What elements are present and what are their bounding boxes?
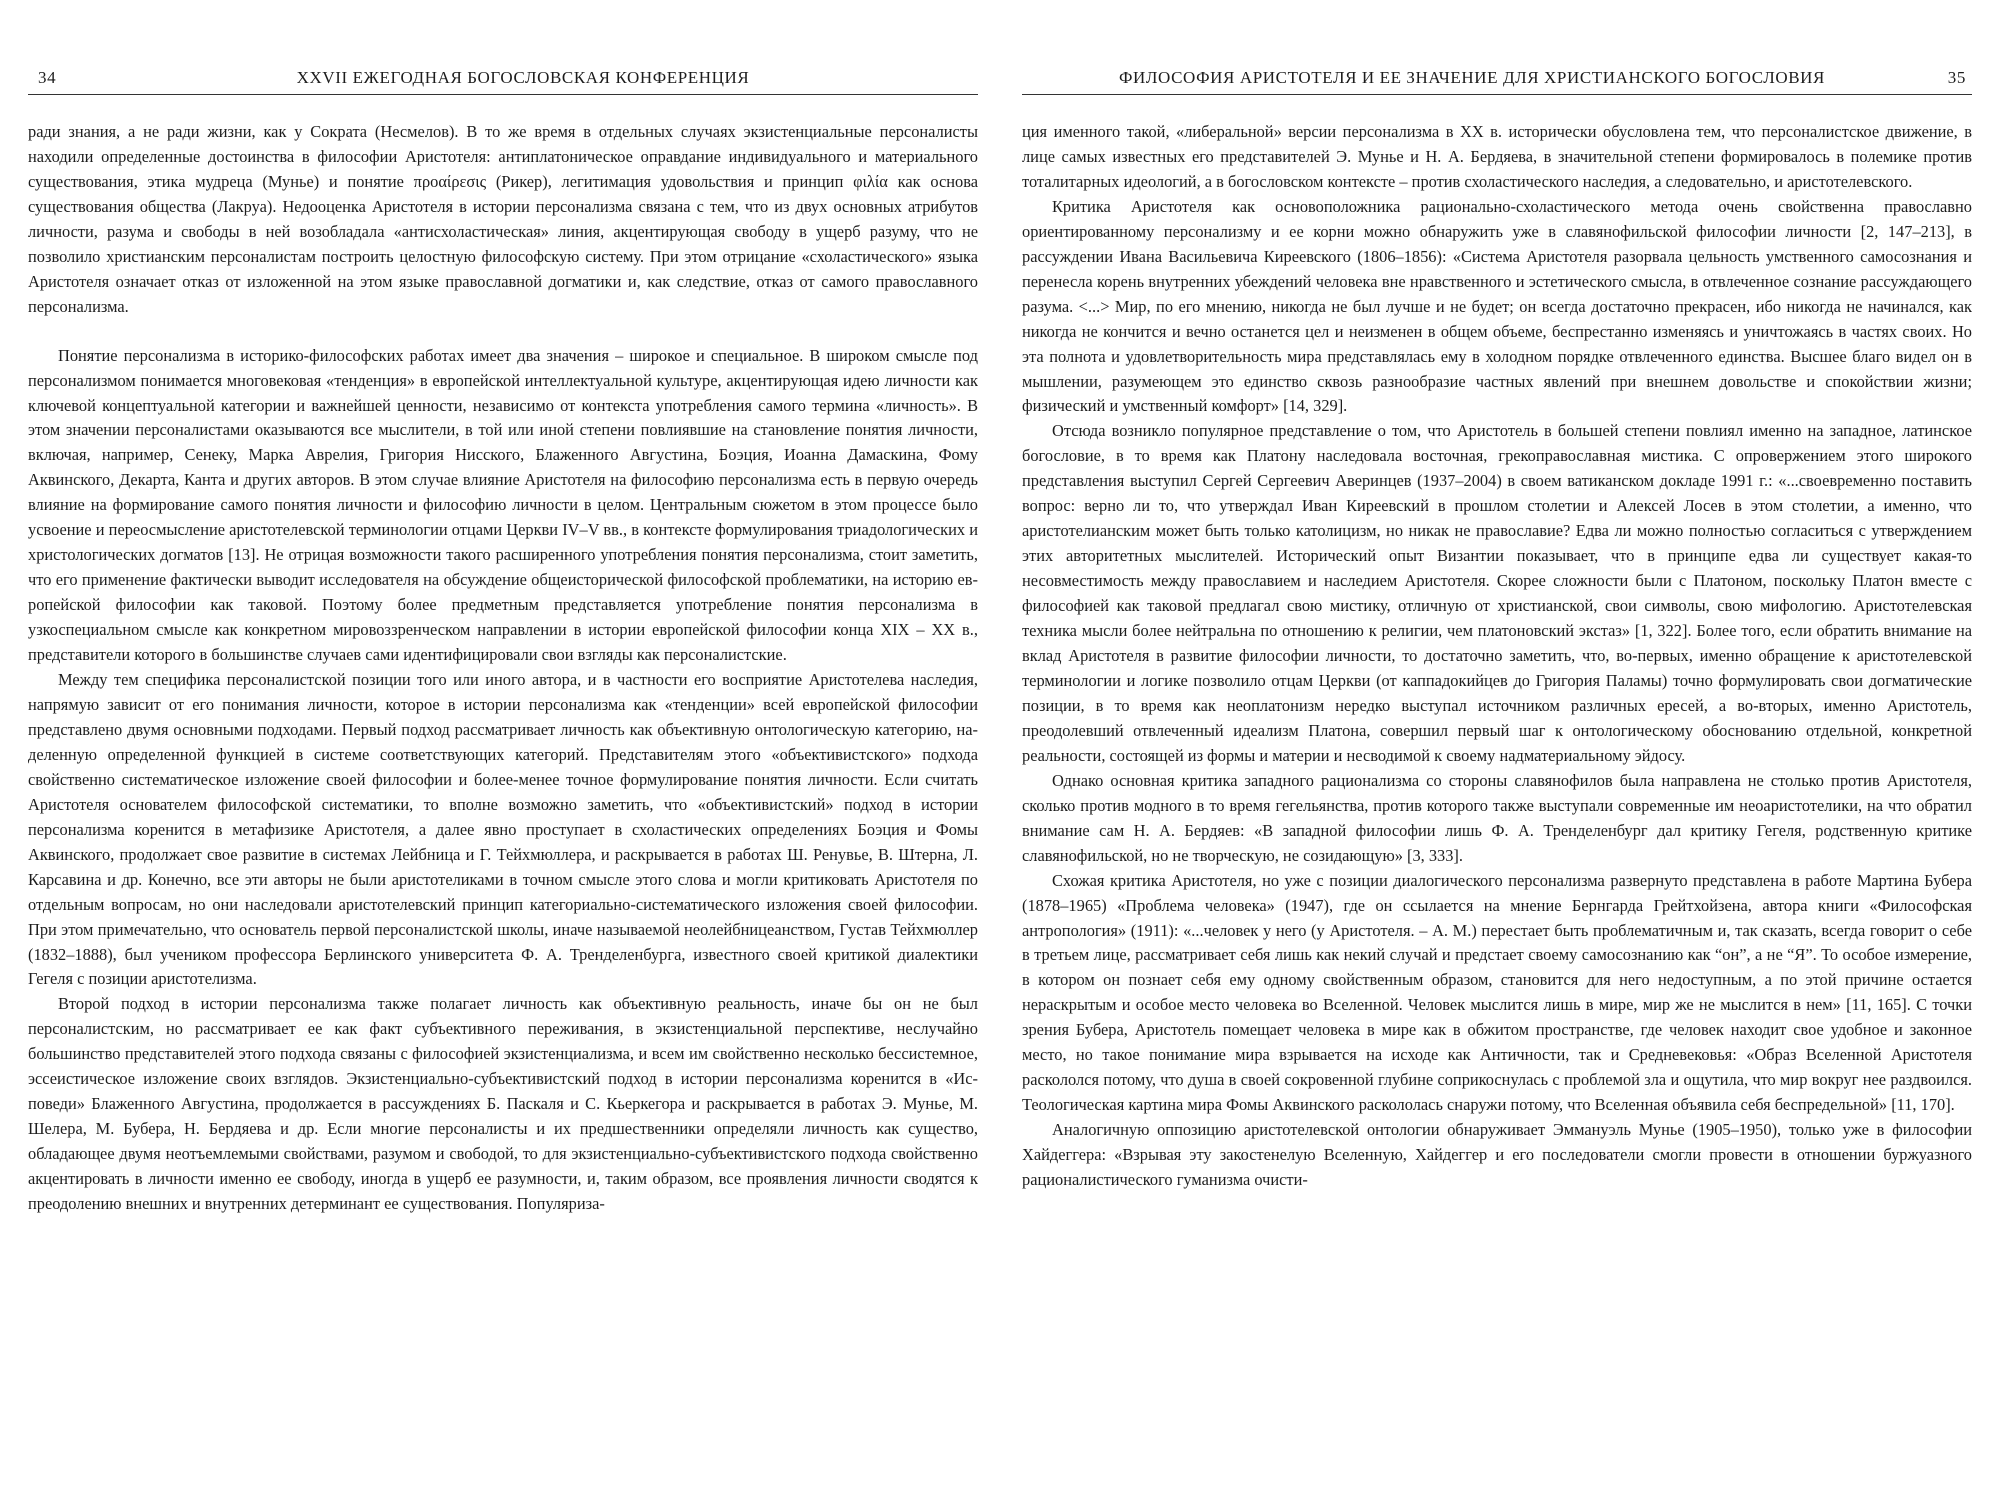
paragraph: Однако основная критика западного рационализма со стороны славянофилов была направлена не столько против Аристотеля, сколько против модного в то время гегельянства, против которого также выступали современные им неоаристотелики, на что обратил внимание сам Н. А. Бердяев: «В западной философии лишь Ф. А. Тренделенбург дал критику Гегеля, родственную критике славянофильской, но не творческую, не созидающую» [3, 333]. — [1022, 770, 1972, 865]
right-running-header — [1022, 64, 1972, 95]
left-page — [28, 0, 978, 1502]
left-page-number: 34 — [38, 68, 57, 87]
paragraph: Критика Аристотеля как основоположника рационально-схоластического метода очень свойственна православно ориентированному персонализму и ее корни можно обнаружить уже в славянофильской философии личности [2, 147–213], в рассуждении Ивана Васильевича Киреевского (1806–1856): «Система Аристотеля разорвала цельность умственного самосознания и перенесла корень внутренних убеждений человека вне нравственного и эстетического смысла, в отвлеченное сознание рассуждающего разума. <...> Мир, по его мнению, никогда не был лучше и не будет; он всегда достаточно прекрасен, ибо никогда не начинался, как никогда не кончится и вечно останется цел и неизменен в общем объеме, беспрестанно изменяясь и уничтожаясь в частях своих. Но эта полнота и удовлетворительность мира представлялась ему в холодном порядке отвлеченного единства. Высшее благо видел он в мышлении, разумеющем это единство сквозь разнообразие частных явлений при внешнем довольстве и спокойствии жизни; физический и умственный комфорт» [14, 329]. — [1022, 196, 1972, 416]
paragraph: Аналогичную оппозицию аристотелевской онтологии обнаруживает Эммануэль Мунье (1905–1950), только уже в философии Хайдеггера: «Взрывая эту закостенелую Вселенную, Хайдеггер и его последователи смогли провести в отношении буржуазного рационалистического гуманизма очисти- — [1022, 1120, 1972, 1190]
right-running-head-title: ФИЛОСОФИЯ АРИСТОТЕЛЯ И ЕЕ ЗНАЧЕНИЕ ДЛЯ ХРИСТИАНСКОГО БОГОСЛОВИЯ — [1119, 68, 1825, 87]
right-page — [1022, 0, 1972, 1502]
paragraph: Второй подход в истории персонализма также полагает личность как объективную реальность, иначе бы он не был персоналистским, но рассматривает ее как факт субъективного переживания, в экзистенциальной перспективе, неслучайно большинство представителей этого подхода связаны с философией экзистенциализма, и всем им свойственно несколько бессистемное, эссеистическое изложение своих взглядов. Экзистенциально-субъективистский подход в истории персонализма коренится в «Исповеди» Блаженного Августина, продолжается в рассуждениях Б. Паскаля и С. Кьеркегора и раскрывается в работах Э. Мунье, М. Шелера, М. Бубера, Н. Бердяева и др. Если многие персоналисты и их предшественники определяли личность как существо, обладающее двумя неотъемлемыми свойствами, разумом и свободой, то для экзистенциально-субъективистского подхода свойственно акцентировать в личности именно ее свободу, иногда в ущерб ее разумности, и, таким образом, все проявления личности сводятся к преодолению внешних и внутренних детерминант ее существования. Популяриза- — [28, 994, 978, 1214]
right-page-number: 35 — [1947, 68, 1966, 87]
paragraph: Отсюда возникло популярное представление о том, что Аристотель в большей степени повлиял именно на западное, латинское богословие, в то время как Платону наследовала восточная, грекоправославная мистика. С опровержением этого широкого представления выступил Сергей Сергеевич Аверинцев (1937–2004) в своем ватиканском докладе 1991 г.: «...своевременно поставить вопрос: верно ли то, что утверждал Иван Киреевский в прошлом столетии и Алексей Лосев в этом столетии, а именно, что аристотелианским может быть только католицизм, но никак не православие? Едва ли можно полностью согласиться с утверждением этих авторитетных мыслителей. Исторический опыт Византии показывает, что в принципе едва ли существует какая-то несовместимость между православием и наследием Аристотеля. Скорее сложности были с Платоном, поскольку Платон вместе с философией как таковой предлагал свою мистику, отличную от христианской, свои символы, свою мифологию. Аристотелевская техника мысли более нейтральна по отношению к религии, чем платоновский экстаз» [1, 322]. Более того, если обратить внимание на вклад Аристотеля в развитие философии личности, то достаточно заметить, что, во-первых, именно обращение к аристотелевской терминологии и логике позволило отцам Церкви (от каппадокийцев до Григория Паламы) точно формулировать свои догматические позиции, в то время как неоплатонизм нередко выступал источником различных ересей, а во-вторых, именно Аристотель, преодолевший отвлеченный идеализм Платона, совершил первый шаг к онтологическому обоснованию отдельной, конкретной реальности, состоящей из формы и материи и несводимой к своему надматериальному эйдосу. — [1022, 421, 1972, 765]
paragraph: ция именного такой, «либеральной» версии персонализма в XX в. исторически обусловлена тем, что персоналистское движение, в лице самых известных его представителей Э. Мунье и Н. А. Бердяева, в значительной степени формировалось в полемике против тоталитарных идеологий, а в богословском контексте – против схоластического наследия, а следовательно, и аристотелевского. — [1022, 122, 1972, 191]
paragraph: Схожая критика Аристотеля, но уже с позиции диалогического персонализма развернуто представлена в работе Мартина Бубера (1878–1965) «Проблема человека» (1947), где он ссылается на мнение Бернгарда Грейтхойзена, автора книги «Философская антропология» (1911): «...человек у него (у Аристотеля. – А. М.) перестает быть проблематичным и, так сказать, всегда говорит о себе в третьем лице, рассматривает себя лишь как некий случай и предстает своему самосознанию как “он”, а не “Я”. То особое измерение, в котором он познает себя ему одному свойственным образом, становится для него недоступным, а по этой причине остается нераскрытым и особое место человека во Вселенной. Человек мыслится лишь в мире, мир же не мыслится в нем» [11, 165]. С точки зрения Бубера, Аристотель помещает человека в мире как в обжитом пространстве, где человек находит свое удобное и законное место, но такое понимание мира взрывается на исходе как Античности, так и Средневековья: «Образ Вселенной Аристотеля раскололся потому, что душа в своей сокровенной глубине соприкоснулась с проблемой зла и ощутила, что мир вокруг нее раздвоился. Теологическая картина мира Фомы Аквинского раскололась снаружи потому, что Вселенная объявила себя беспредельной» [11, 170]. — [1022, 870, 1972, 1115]
right-body-text — [1022, 120, 1972, 1193]
left-running-head-title: XXVII ЕЖЕГОДНАЯ БОГОСЛОВСКАЯ КОНФЕРЕНЦИЯ — [296, 68, 750, 87]
paragraph: Между тем специфика персоналистской позиции того или иного автора, и в частности его восприятие Аристотелева наследия, напрямую зависит от его понимания личности, которое в истории персонализма как «тенденции» всей европейской философии представлено двумя основными подходами. Первый подход рассматривает личность как объективную онтологическую категорию, наделенную определенной функцией в системе соответствующих категорий. Представителям этого «объективистского» подхода свойственно систематическое изложение своей философии и более-менее точное формулирование понятия личности. Если считать Аристотеля основателем философской систематики, то вполне возможно заметить, что «объективистский» подход в истории персонализма коренится в метафизике Аристотеля, а далее явно проступает в схоластических определениях Боэция и Фомы Аквинского, продолжает свое развитие в системах Лейбница и Г. Тейхмюллера, и раскрывается в работах Ш. Ренувье, В. Штерна, Л. Карсавина и др. Конечно, все эти авторы не были аристотеликами в точном смысле этого слова и могли критиковать Аристотеля по отдельным вопросам, но они наследовали аристотелевский принцип категориально-систематического изложения своей философии. При этом примечательно, что основатель первой персоналистской школы, иначе называемой неолейбницеанством, Густав Тейхмюллер (1832–1888), был учеником профессора Берлинского университета Ф. А. Тренделенбурга, известного своей критикой диалектики Гегеля с позиции аристотелизма. — [28, 670, 978, 989]
left-body-text — [28, 120, 978, 1217]
paragraph: Понятие персонализма в историко-философских работах имеет два значения – широкое и специальное. В широком смысле под персонализмом понимается многовековая «тенденция» в европейской интеллектуальной культуре, акцентирующая идею личности как ключевой концептуальной категории и важнейшей ценности, независимо от контекста употребления самого термина «личность». В этом значении персоналистами оказываются все мыслители, в той или иной степени повлиявшие на становление понятия личности, включая, например, Сенеку, Марка Аврелия, Григория Нисского, Блаженного Августина, Боэция, Иоанна Дамаскина, Фому Аквинского, Декарта, Канта и других авторов. В этом случае влияние Аристотеля на философию персонализма есть в первую очередь влияние на формирование самого понятия личности и философию личности в целом. Центральным сюжетом в этом процессе было усвоение и переосмысление аристотелевской терминологии отцами Церкви IV–V вв., в контексте формулирования триадологических и христологических догматов [13]. Не отрицая возможности такого расширенного употребления понятия персонализма, стоит заметить, что его применение фактически выводит исследователя на обсуждение общеисторической философской проблематики, на историю европейской философии как таковой. Поэтому более предметным представляется употребление понятия персонализма в узкоспециальном смысле как конкретном мировоззренческом направлении в истории европейской философии конца XIX – XX в., представители которого в большинстве случаев сами идентифицировали свои взгляды как персоналистские. — [28, 345, 978, 665]
left-running-header — [28, 64, 978, 95]
paragraph: ради знания, а не ради жизни, как у Сократа (Несмелов). В то же время в отдельных случаях экзистенциальные персоналисты находили определенные достоинства в философии Аристотеля: антиплатоническое оправдание индивидуального и материального существования, этика мудреца (Мунье) и понятие προαίρεσις (Рикер), легитимация удовольствия и принцип φιλία как основа существования общества (Лакруа). Недооценка Аристотеля в истории персонализма связана с тем, что из двух основных атрибутов личности, разума и свободы в ней возобладала «антисхоластическая» линия, акцентирующая свободу в ущерб разуму, что не позволило христианским персоналистам построить целостную философскую систему. При этом отрицание «схоластического» языка Аристотеля означает отказ от изложенной на этом языке православной догматики и, как следствие, отказ от самого православного персонализма. — [28, 122, 978, 316]
